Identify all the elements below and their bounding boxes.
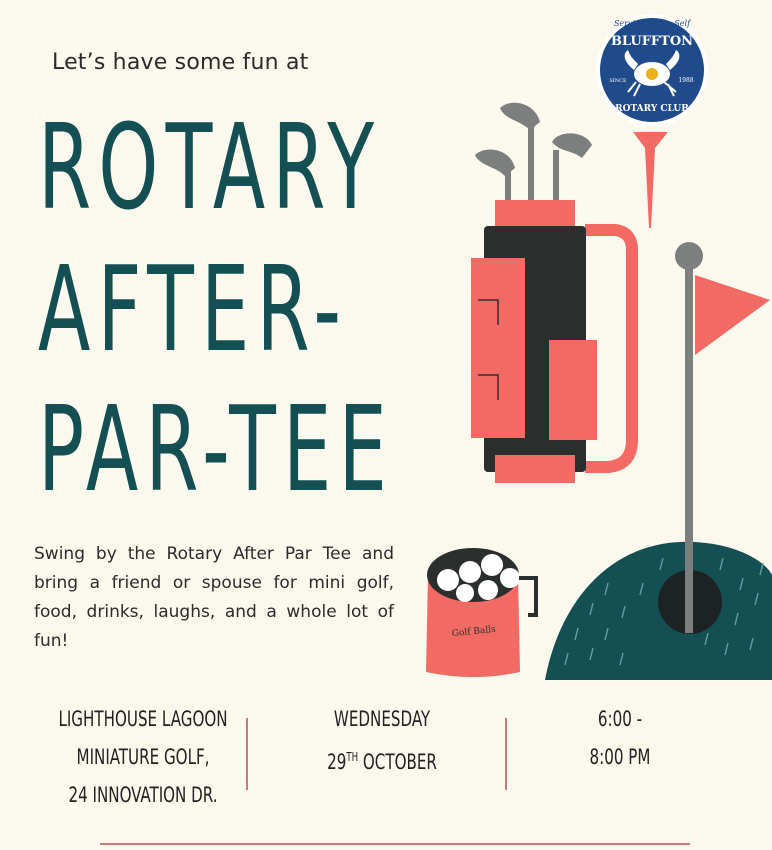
event-location <box>43 700 243 814</box>
event-description: Swing by the Rotary After Par Tee and bring a friend or spouse for mini golf, food, drinks, laughs, and a whole lot of fun! <box>34 544 394 651</box>
title-line-after: AFTER- <box>38 240 349 378</box>
location-line-1: LIGHTHOUSE LAGOON <box>58 707 228 731</box>
time-start: 6:00 - <box>597 707 643 731</box>
ball-bucket <box>426 548 536 677</box>
green-hill <box>545 542 772 680</box>
bucket-label: Golf Balls <box>451 624 497 640</box>
date-day: 29 <box>327 750 347 774</box>
divider-left <box>246 718 248 790</box>
logo-motto: Service Above Self <box>613 19 691 28</box>
flag-pole <box>685 258 693 633</box>
date-month: OCTOBER <box>362 750 437 774</box>
intro-text: Let’s have some fun at <box>52 50 309 75</box>
divider-right <box>505 718 507 790</box>
logo-since: SINCE <box>609 78 627 84</box>
logo-year: 1988 <box>678 77 694 84</box>
logo-name: BLUFFTON <box>610 34 694 49</box>
title-line-partee: PAR-TEE <box>38 380 395 518</box>
flag-pole-top <box>675 242 703 270</box>
flag <box>695 275 770 355</box>
golf-tee <box>633 132 668 228</box>
date-day-month <box>286 738 478 781</box>
location-line-2: MINIATURE GOLF, <box>76 745 210 769</box>
logo-club: ROTARY CLUB <box>615 104 689 114</box>
location-line-3: 24 INNOVATION DR. <box>68 783 218 807</box>
time-end: 8:00 PM <box>589 745 651 769</box>
event-date <box>286 700 478 781</box>
event-time <box>540 700 700 776</box>
date-suffix: TH <box>346 750 359 764</box>
rotary-club-logo <box>594 12 710 128</box>
date-weekday: WEDNESDAY <box>333 707 431 731</box>
rotary-wheel-icon <box>646 68 658 80</box>
title-line-rotary: ROTARY <box>38 98 382 236</box>
bottom-rule <box>100 843 690 845</box>
golf-bag <box>471 200 632 483</box>
